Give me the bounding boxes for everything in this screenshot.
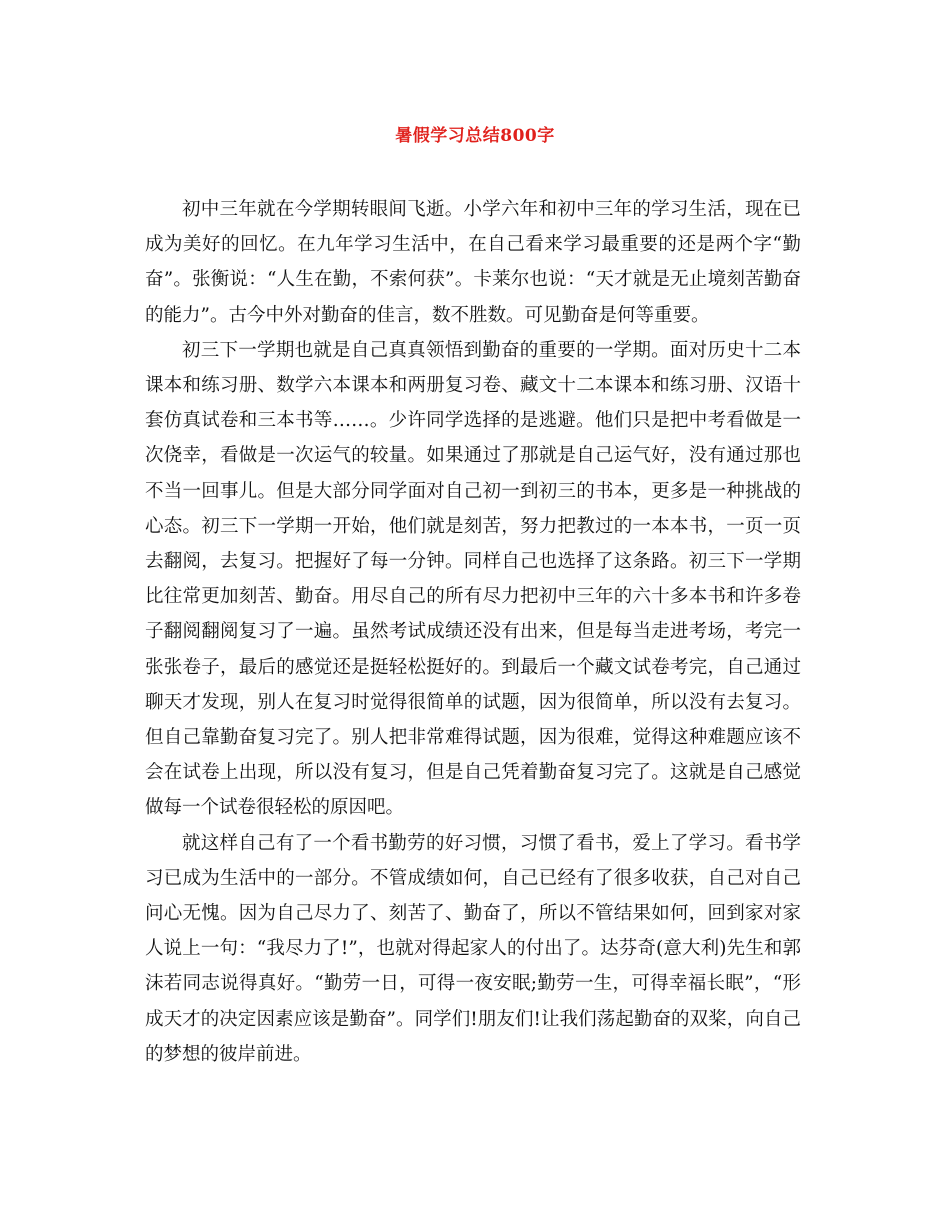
paragraph-2: 初三下一学期也就是自己真真领悟到勤奋的重要的一学期。面对历史十二本课本和练习册、数学六本课本和两册复习卷、藏文十二本课本和练习册、汉语十套仿真试卷和三本书等……。少许同学选择的是逃避。他们只是把中考看做是一次侥幸，看做是一次运气的较量。如果通过了那就是自己运气好，没有通过那也不当一回事儿。但是大部分同学面对自己初一到初三的书本，更多是一种挑战的心态。初三下一学期一开始，他们就是刻苦，努力把教过的一本本书，一页一页去翻阅，去复习。把握好了每一分钟。同样自己也选择了这条路。初三下一学期比往常更加刻苦、勤奋。用尽自己的所有尽力把初中三年的六十多本书和许多卷子翻阅翻阅复习了一遍。虽然考试成绩还没有出来，但是每当走进考场，考完一张张卷子，最后的感觉还是挺轻松挺好的。到最后一个藏文试卷考完，自己通过聊天才发现，别人在复习时觉得很简单的试题，因为很简单，所以没有去复习。但自己靠勤奋复习完了。别人把非常难得试题，因为很难，觉得这种难题应该不会在试卷上出现，所以没有复习，但是自己凭着勤奋复习完了。这就是自己感觉做每一个试卷很轻松的原因吧。 xyxy=(145,339,801,819)
document-title: 暑假学习总结800字 xyxy=(395,126,555,146)
document-body xyxy=(145,192,801,1072)
paragraph-1: 初中三年就在今学期转眼间飞逝。小学六年和初中三年的学习生活，现在已成为美好的回忆。在九年学习生活中，在自己看来学习最重要的还是两个字“勤奋”。张衡说：“人生在勤，不索何获”。卡莱尔也说：“天才就是无止境刻苦勤奋的能力”。古今中外对勤奋的佳言，数不胜数。可见勤奋是何等重要。 xyxy=(145,199,801,326)
paragraph-3: 就这样自己有了一个看书勤劳的好习惯，习惯了看书，爱上了学习。看书学习已成为生活中的一部分。不管成绩如何，自己已经有了很多收获，自己对自己问心无愧。因为自己尽力了、刻苦了、勤奋了，所以不管结果如何，回到家对家人说上一句：“我尽力了!”，也就对得起家人的付出了。达芬奇(意大利)先生和郭沫若同志说得真好。“勤劳一日，可得一夜安眠;勤劳一生，可得幸福长眠”，“形成天才的决定因素应该是勤奋”。同学们!朋友们!让我们荡起勤奋的双桨，向自己的梦想的彼岸前进。 xyxy=(145,832,801,1065)
